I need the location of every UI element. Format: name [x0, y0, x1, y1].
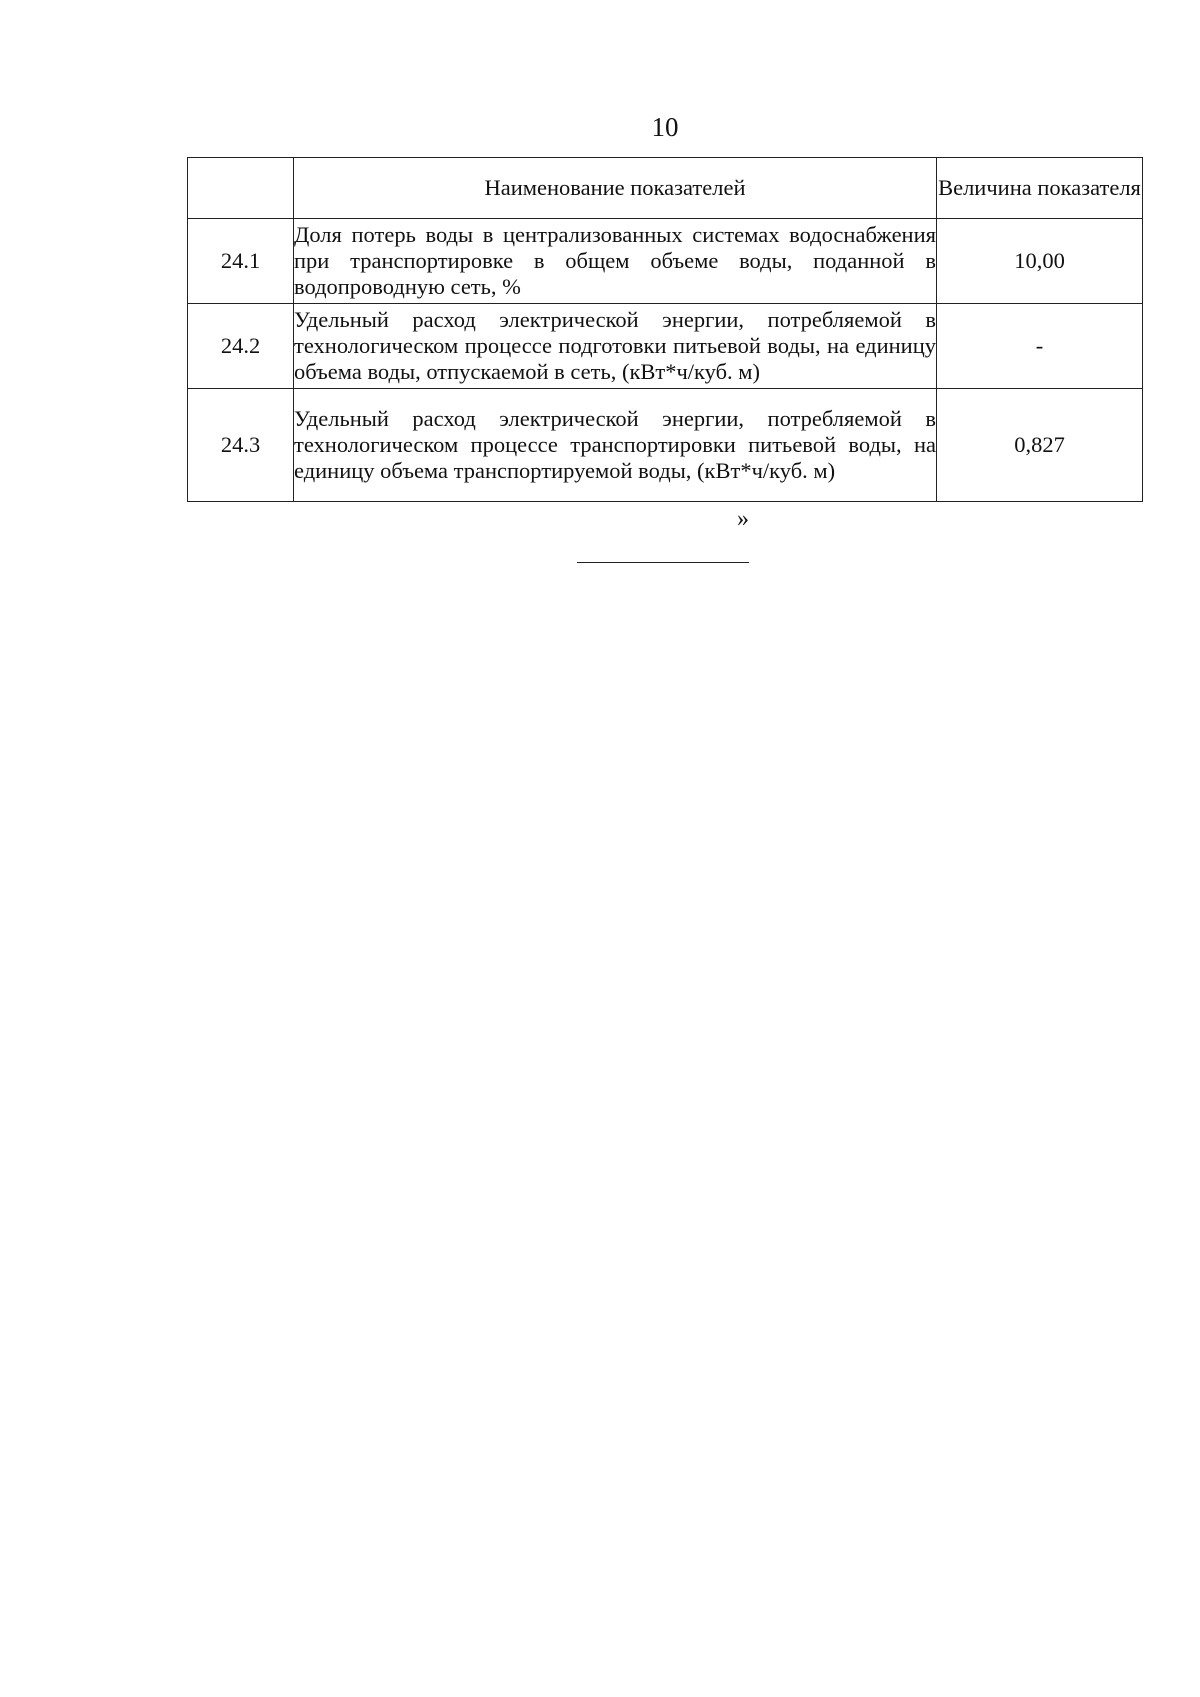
row-indicator-value: 0,827 — [937, 389, 1143, 502]
indicators-table — [187, 157, 1143, 502]
row-indicator-name: Доля потерь воды в централизованных системах водоснабжения при транспортировке в общем объеме воды, поданной в водопроводную сеть, % — [294, 219, 937, 304]
row-indicator-value: - — [937, 304, 1143, 389]
table-header-row — [188, 158, 1143, 219]
row-indicator-name: Удельный расход электрической энергии, потребляемой в технологическом процессе подготовки питьевой воды, на единицу объема воды, отпускаемой в сеть, (кВт*ч/куб. м) — [294, 304, 937, 389]
table-row — [188, 389, 1143, 502]
row-number: 24.1 — [188, 219, 294, 304]
row-number: 24.3 — [188, 389, 294, 502]
end-of-document-rule — [577, 562, 749, 563]
row-number: 24.2 — [188, 304, 294, 389]
header-number-cell — [188, 158, 294, 219]
page-number: 10 — [651, 112, 679, 142]
table-row — [188, 219, 1143, 304]
header-name-cell: Наименование показателей — [294, 158, 937, 219]
row-indicator-value: 10,00 — [937, 219, 1143, 304]
header-value-cell: Величина показателя — [937, 158, 1143, 219]
table-row — [188, 304, 1143, 389]
closing-quote: » — [737, 506, 749, 532]
row-indicator-name: Удельный расход электрической энергии, потребляемой в технологическом процессе транспортировки питьевой воды, на единицу объема транспортируемой воды, (кВт*ч/куб. м) — [294, 389, 937, 502]
